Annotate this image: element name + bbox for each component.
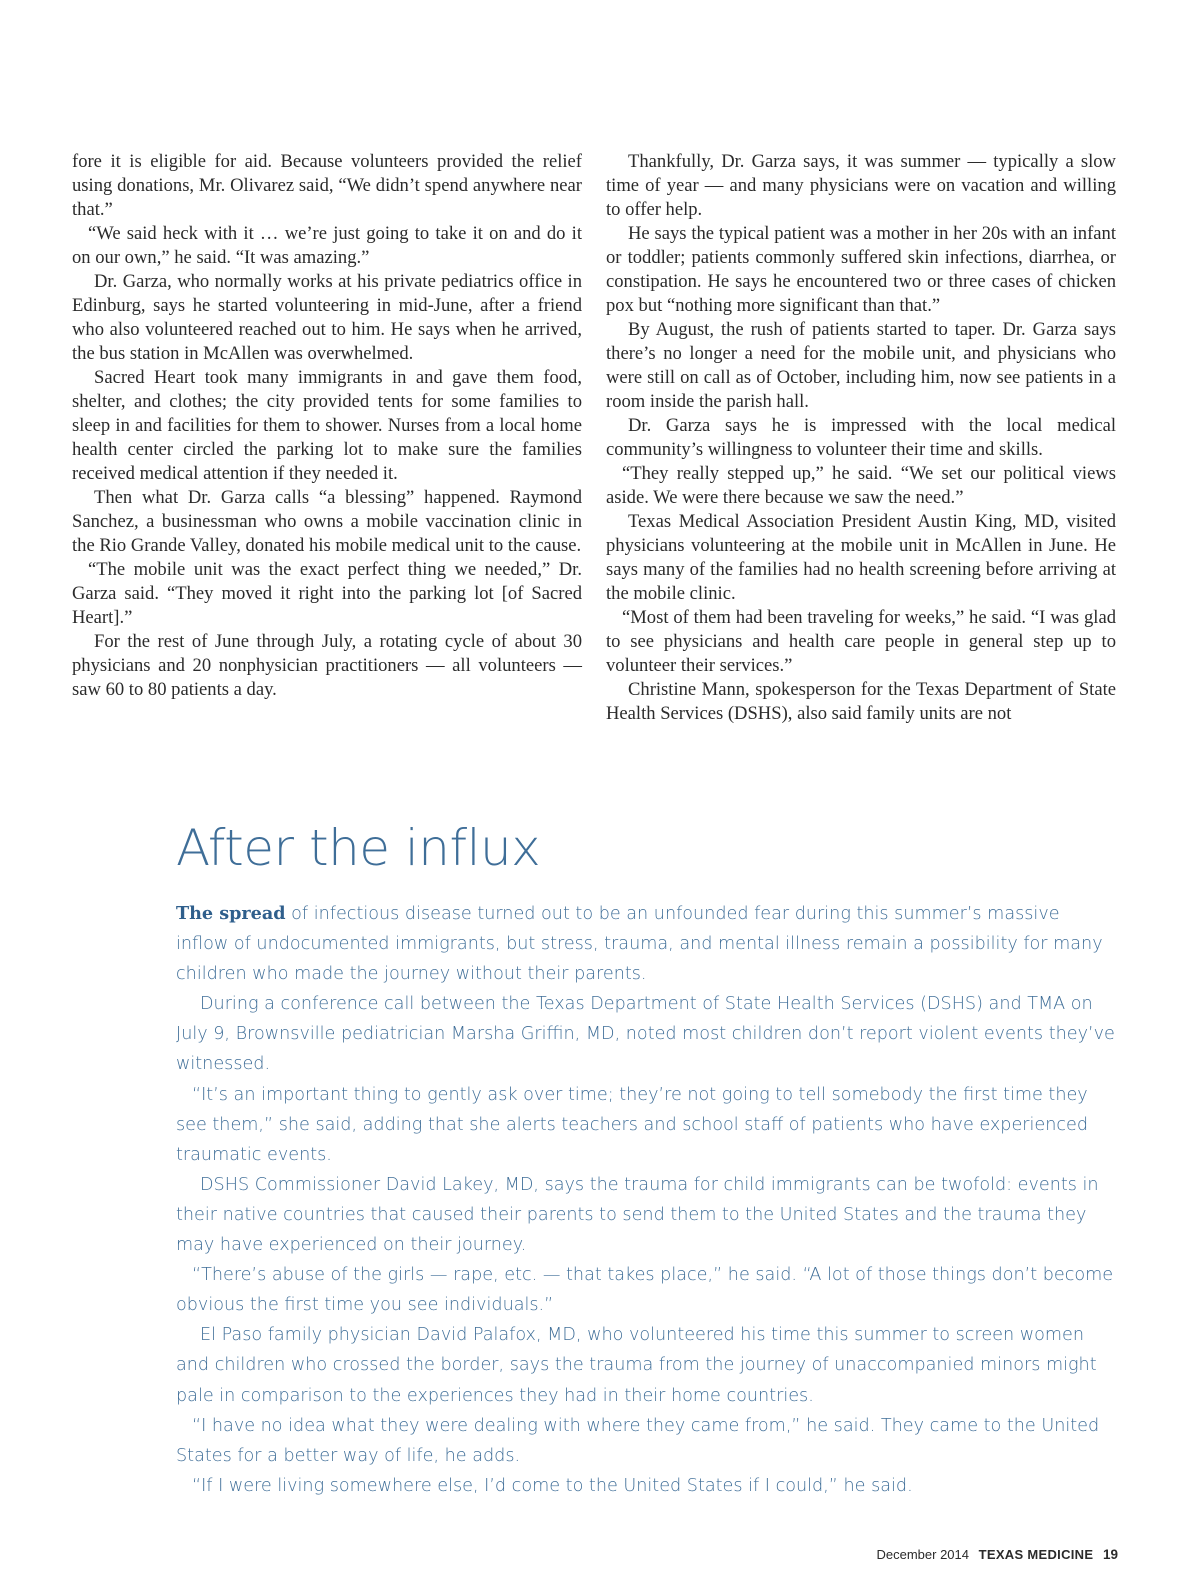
sidebar-paragraph: “It’s an important thing to gently ask over time; they’re not going to tell somebody the first time they see them,” she said, adding that she alerts teachers and school staff of patients who have experienced traumatic events. (176, 1084, 1089, 1165)
magazine-name: TEXAS MEDICINE (978, 1547, 1094, 1562)
paragraph: Dr. Garza says he is impressed with the local medical community’s willingness to volunteer their time and skills. (606, 415, 1116, 460)
page-footer (877, 1547, 1119, 1562)
sidebar-paragraph (176, 899, 1116, 989)
paragraph: “The mobile unit was the exact perfect thing we needed,” Dr. Garza said. “They moved it right into the parking lot [of Sacred Heart].” (72, 559, 582, 628)
paragraph: “Most of them had been traveling for weeks,” he said. “I was glad to see physicians and health care people in general step up to volunteer their services.” (606, 607, 1116, 676)
paragraph: “They really stepped up,” he said. “We set our political views aside. We were there because we saw the need.” (606, 463, 1116, 508)
sidebar-paragraph: “There’s abuse of the girls — rape, etc. — that takes place,” he said. “A lot of those things don’t become obvious the first time you see individuals.” (176, 1265, 1114, 1316)
sidebar-paragraph: “I have no idea what they were dealing with where they came from,” he said. They came to the United States for a better way of life, he adds. (176, 1415, 1100, 1466)
paragraph: By August, the rush of patients started to taper. Dr. Garza says there’s no longer a need for the mobile unit, and physicians who were still on call as of October, including him, now see patients in a room inside the parish hall. (606, 319, 1116, 412)
paragraph: Sacred Heart took many immigrants in and gave them food, shelter, and clothes; the city provided tents for some families to sleep in and facilities for them to shower. Nurses from a local home health center circled the parking lot to make sure the families received medical attention if they needed it. (72, 367, 582, 484)
issue-date: December 2014 (876, 1547, 969, 1562)
paragraph: He says the typical patient was a mother in her 20s with an infant or toddler; patients commonly suffered skin infections, diarrhea, or constipation. He says he encountered two or three cases of chicken pox but “nothing more significant than that.” (606, 223, 1116, 316)
sidebar-paragraph: El Paso family physician David Palafox, MD, who volunteered his time this summer to screen women and children who crossed the border, says the trauma from the journey of unaccompanied minors might pale in comparison to the experiences they had in their home countries. (176, 1325, 1097, 1406)
paragraph: fore it is eligible for aid. Because volunteers provided the relief using donations, Mr. Olivarez said, “We didn’t spend anywhere near that.” (72, 151, 582, 220)
sidebar-title: After the influx (176, 819, 541, 877)
sidebar-paragraph: DSHS Commissioner David Lakey, MD, says the trauma for child immigrants can be twofold: events in their native countries that caused their parents to send them to the United States and the trauma they may have experienced on their journey. (176, 1174, 1099, 1256)
sidebar-paragraph: During a conference call between the Texas Department of State Health Services (DSHS) and TMA on July 9, Brownsville pediatrician Marsha Griffin, MD, noted most children don’t report violent events they’ve witnessed. (176, 994, 1115, 1075)
sidebar-body (176, 899, 1116, 1501)
paragraph: For the rest of June through July, a rotating cycle of about 30 physicians and 20 nonphysician practitioners — all volunteers — saw 60 to 80 patients a day. (72, 631, 582, 700)
paragraph: Thankfully, Dr. Garza says, it was summer — typically a slow time of year — and many physicians were on vacation and willing to offer help. (606, 151, 1116, 220)
right-article-column (606, 150, 1116, 726)
sidebar-box (176, 815, 1116, 1501)
paragraph: Then what Dr. Garza calls “a blessing” happened. Raymond Sanchez, a businessman who owns a mobile vaccination clinic in the Rio Grande Valley, donated his mobile medical unit to the cause. (72, 487, 582, 556)
sidebar-paragraph: “If I were living somewhere else, I’d come to the United States if I could,” he said. (192, 1475, 913, 1496)
left-article-column (72, 150, 582, 702)
paragraph: Texas Medical Association President Austin King, MD, visited physicians volunteering at the mobile unit in McAllen in June. He says many of the families had no health screening before arriving at the mobile clinic. (606, 511, 1116, 604)
paragraph: Dr. Garza, who normally works at his private pediatrics office in Edinburg, says he started volunteering in mid-June, after a friend who also volunteered reached out to him. He says when he arrived, the bus station in McAllen was overwhelmed. (72, 271, 582, 364)
sidebar-lead-in: The spread (176, 903, 286, 924)
page-number: 19 (1102, 1547, 1118, 1562)
paragraph: “We said heck with it … we’re just going to take it on and do it on our own,” he said. “It was amazing.” (72, 223, 582, 268)
paragraph: Christine Mann, spokesperson for the Texas Department of State Health Services (DSHS), also said family units are not (606, 679, 1116, 724)
sidebar-first-paragraph-text: of infectious disease turned out to be an unfounded fear during this summer’s massive inflow of undocumented immigrants, but stress, trauma, and mental illness remain a possibility for many children who made the journey without their parents. (176, 904, 1103, 985)
